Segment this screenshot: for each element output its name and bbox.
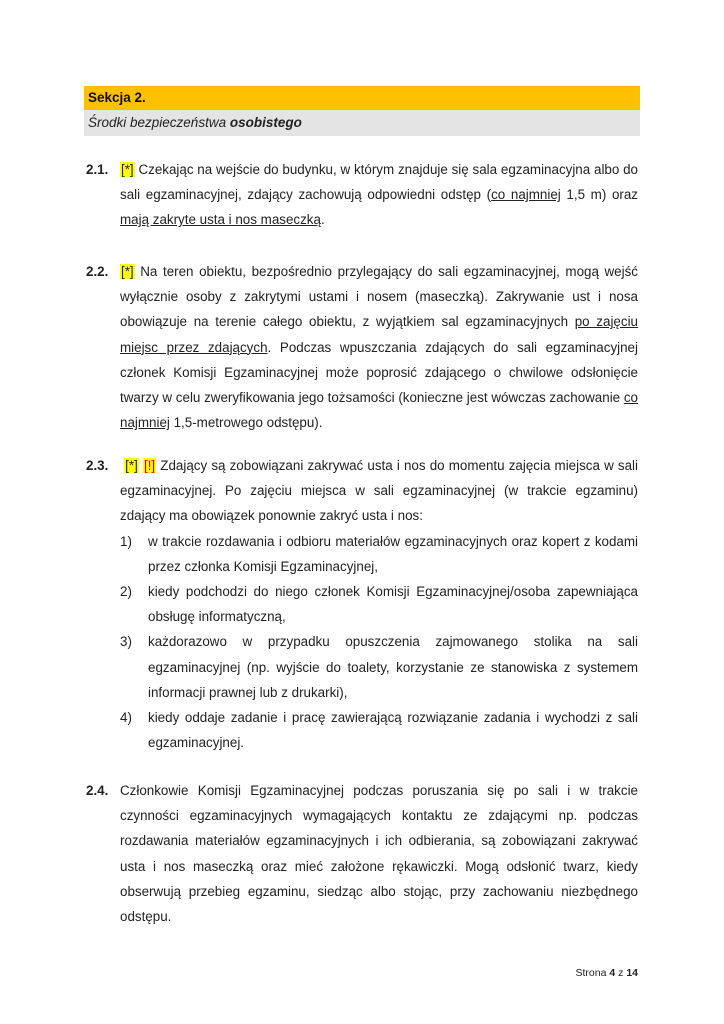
paragraph-text: Zdający są zobowiązani zakrywać usta i nos do momentu zajęcia miejsca w sali egzaminacyjnej. Po zajęciu miejsca w sali egzaminacyjnej (w trakcie egzaminu) zdający ma obowiązek ponownie zakryć usta i nos: [120, 458, 638, 524]
list-item-number: 4) [120, 710, 132, 726]
requirements-list [120, 529, 638, 756]
section-subtitle [84, 110, 640, 136]
paragraph-body [120, 778, 638, 929]
list-item-number: 1) [120, 533, 132, 549]
paragraph-2-2 [86, 259, 638, 435]
section-subtitle-bold: osobistego [229, 115, 302, 130]
paragraph-text: Członkowie Komisji Egzaminacyjnej podczas poruszania się po sali i w trakcie czynności egzaminacyjnych wymagających kontaktu ze zdającymi np. podczas rozdawania materiałów egzaminacyjnych i ich odbierania, są zobowiązani zakrywać usta i nos maseczką oraz mieć założone rękawiczki. Mogą odsłonić twarz, kiedy obserwują przebieg egzaminu, siedząc albo stojąc, przy zachowaniu niezbędnego odstępu. [120, 783, 638, 925]
section-title: Sekcja 2. [84, 86, 640, 110]
page-number-footer [576, 967, 638, 979]
list-item-number: 2) [120, 584, 132, 600]
paragraph-text: 1,5-metrowego odstępu). [169, 415, 323, 431]
underlined-text: po zajęciu miejsc przez zdających [120, 314, 638, 355]
paragraph-body [120, 259, 638, 435]
list-item [120, 705, 638, 755]
paragraph-2-1 [86, 157, 638, 233]
paragraph-number: 2.3. [86, 458, 109, 473]
star-tag: [*] [121, 162, 134, 177]
total-pages: 14 [626, 967, 638, 979]
footer-separator: z [615, 967, 627, 979]
warning-tag: [!] [143, 458, 156, 473]
list-item-text: każdorazowo w przypadku opuszczenia zajmowanego stolika na sali egzaminacyjnej (np. wyjście do toalety, korzystanie ze stanowiska z systemem informacji prawnej lub z drukarki), [148, 634, 638, 700]
paragraph-text: Na teren obiektu, bezpośrednio przylegający do sali egzaminacyjnej, mogą wejść wyłącznie osoby z zakrytymi ustami i nosem (maseczką). Zakrywanie ust i nosa obowiązuje na terenie całego obiektu, z wyjątkiem sal egzaminacyjnych [120, 264, 638, 330]
paragraph-text: 1,5 m) oraz [560, 187, 638, 203]
current-page: 4 [609, 967, 616, 979]
paragraph-number: 2.1. [86, 162, 109, 177]
paragraph-2-4 [86, 778, 638, 929]
star-tag: [*] [125, 458, 138, 473]
paragraph-number: 2.2. [86, 264, 109, 279]
underlined-text: co najmniej [491, 187, 561, 203]
list-item [120, 629, 638, 705]
paragraph-body [120, 453, 638, 755]
star-tag: [*] [121, 264, 134, 279]
list-item [120, 579, 638, 629]
paragraph-text: Czekając na wejście do budynku, w którym znajduje się sala egzaminacyjna albo do sali egzaminacyjnej, zdający zachowują odpowiedni odstęp ( [120, 162, 638, 203]
footer-prefix: Strona [575, 967, 610, 979]
section-header [84, 86, 640, 136]
underlined-text: co najmniej [120, 390, 638, 431]
section-subtitle-prefix: Środki bezpieczeństwa [88, 115, 230, 130]
list-item-text: kiedy podchodzi do niego członek Komisji Egzaminacyjnej/osoba zapewniająca obsługę informatyczną, [148, 584, 638, 625]
paragraph-2-3 [86, 453, 638, 755]
paragraph-text: . [320, 212, 325, 228]
list-item-text: w trakcie rozdawania i odbioru materiałów egzaminacyjnych oraz kopert z kodami przez członka Komisji Egzaminacyjnej, [148, 533, 638, 574]
paragraph-number: 2.4. [86, 783, 109, 798]
paragraph-text: . Podczas wpuszczania zdających do sali egzaminacyjnej członek Komisji Egzaminacyjnej może poprosić zdającego o chwilowe odsłonięcie twarzy w celu zweryfikowania jego tożsamości (konieczne jest wówczas zachowanie [120, 339, 638, 406]
list-item-number: 3) [120, 634, 132, 650]
underlined-text: mają zakryte usta i nos maseczką [120, 212, 321, 228]
list-item [120, 529, 638, 579]
list-item-text: kiedy oddaje zadanie i pracę zawierającą rozwiązanie zadania i wychodzi z sali egzaminacyjnej. [148, 710, 638, 751]
paragraph-body [120, 157, 638, 233]
